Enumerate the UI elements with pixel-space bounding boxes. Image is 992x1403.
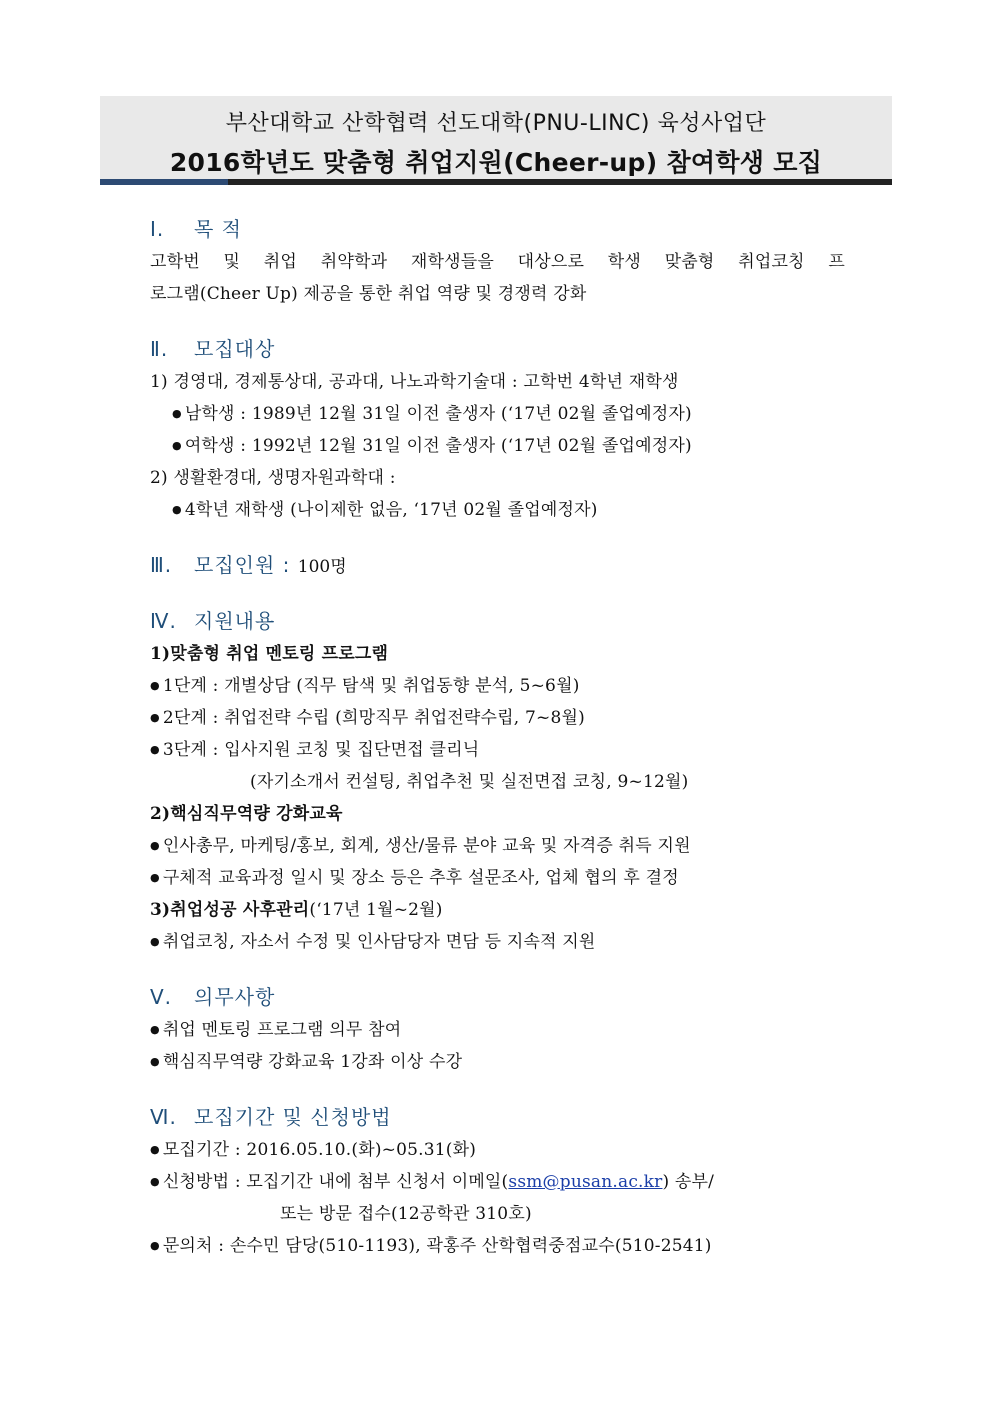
support-item-continuation: (자기소개서 컨설팅, 취업추천 및 실전면접 코칭, 9~12월) — [250, 772, 689, 792]
bullet-icon: ● — [150, 742, 160, 756]
support-subheading: 3)취업성공 사후관리(‘17년 1월~2월) — [150, 900, 443, 920]
application-item-continuation: 또는 방문 접수(12공학관 310호) — [280, 1204, 532, 1224]
section-heading-headcount — [150, 548, 845, 582]
application-item: ● 신청방법 : 모집기간 내에 첨부 신청서 이메일(ssm@pusan.ac.kr) 송부/ — [150, 1172, 715, 1192]
bullet-icon: ● — [150, 1054, 160, 1068]
application-item: ● 모집기간 : 2016.05.10.(화)~05.31(화) — [150, 1140, 477, 1160]
bullet-icon: ● — [150, 870, 160, 884]
eligibility-item: 2) 생활환경대, 생명자원과학대 : — [150, 468, 396, 488]
section-heading-eligibility — [150, 332, 845, 366]
section-number: Ⅵ. — [150, 1105, 177, 1129]
obligation-item: ● 취업 멘토링 프로그램 의무 참여 — [150, 1020, 402, 1040]
section-number: Ⅳ. — [150, 609, 177, 633]
title-underline — [100, 179, 892, 185]
support-item: ● 취업코칭, 자소서 수정 및 인사담당자 면담 등 지속적 지원 — [150, 932, 596, 952]
support-subheading: 1)맞춤형 취업 멘토링 프로그램 — [150, 644, 389, 664]
section-number: Ⅴ. — [150, 985, 173, 1009]
eligibility-subitem: ● 여학생 : 1992년 12월 31일 이전 출생자 (‘17년 02월 졸업예정자) — [172, 436, 692, 456]
page-title: 2016학년도 맞춤형 취업지원(Cheer-up) 참여학생 모집 — [169, 148, 823, 177]
title-banner — [100, 96, 892, 182]
bullet-icon: ● — [150, 838, 160, 852]
bullet-icon: ● — [150, 934, 160, 948]
bullet-icon: ● — [172, 406, 182, 420]
purpose-text-line: 고학번 및 취업 취약학과 재학생들을 대상으로 학생 맞춤형 취업코칭 프 — [150, 252, 845, 272]
organization-title: 부산대학교 산학협력 선도대학(PNU-LINC) 육성사업단 — [225, 111, 767, 136]
document-body — [150, 212, 845, 1262]
support-item: ● 인사총무, 마케팅/홍보, 회계, 생산/물류 분야 교육 및 자격증 취득 지원 — [150, 836, 691, 856]
bullet-icon: ● — [150, 1238, 160, 1252]
section-heading-support — [150, 604, 845, 638]
section-title: 지원내용 — [194, 609, 276, 633]
section-number: Ⅲ. — [150, 553, 173, 577]
eligibility-subitem: ● 남학생 : 1989년 12월 31일 이전 출생자 (‘17년 02월 졸업예정자) — [172, 404, 692, 424]
purpose-text-line: 로그램(Cheer Up) 제공을 통한 취업 역량 및 경쟁력 강화 — [150, 284, 587, 304]
section-heading-obligations — [150, 980, 845, 1014]
bullet-icon: ● — [150, 1022, 160, 1036]
bullet-icon: ● — [150, 678, 160, 692]
bullet-icon: ● — [172, 502, 182, 516]
application-item: ● 문의처 : 손수민 담당(510-1193), 곽홍주 산학협력중점교수(510-2541) — [150, 1236, 712, 1256]
obligation-item: ● 핵심직무역량 강화교육 1강좌 이상 수강 — [150, 1052, 463, 1072]
support-item: ● 1단계 : 개별상담 (직무 탐색 및 취업동향 분석, 5~6월) — [150, 676, 580, 696]
section-title: 모집기간 및 신청방법 — [194, 1105, 392, 1129]
section-title: 모집대상 — [194, 337, 276, 361]
eligibility-item: 1) 경영대, 경제통상대, 공과대, 나노과학기술대 : 고학번 4학년 재학생 — [150, 372, 679, 392]
support-period: (‘17년 1월~2월) — [309, 900, 443, 920]
section-title: 목 적 — [194, 217, 242, 241]
section-heading-purpose — [150, 212, 845, 246]
eligibility-subitem: ● 4학년 재학생 (나이제한 없음, ‘17년 02월 졸업예정자) — [172, 500, 598, 520]
section-title: 의무사항 — [194, 985, 276, 1009]
headcount-value: 100명 — [297, 557, 347, 577]
support-item: ● 3단계 : 입사지원 코칭 및 집단면접 클리닉 — [150, 740, 480, 760]
bullet-icon: ● — [150, 1174, 160, 1188]
support-subheading: 2)핵심직무역량 강화교육 — [150, 804, 343, 824]
bullet-icon: ● — [150, 710, 160, 724]
section-title: 모집인원 : — [194, 553, 291, 577]
bullet-icon: ● — [150, 1142, 160, 1156]
section-number: Ⅰ. — [150, 217, 165, 241]
bullet-icon: ● — [172, 438, 182, 452]
section-heading-application — [150, 1100, 845, 1134]
title-underline-accent — [100, 179, 228, 185]
support-item: ● 2단계 : 취업전략 수립 (희망직무 취업전략수립, 7~8월) — [150, 708, 585, 728]
email-link[interactable]: ssm@pusan.ac.kr — [508, 1172, 663, 1192]
section-number: Ⅱ. — [150, 337, 169, 361]
support-item: ● 구체적 교육과정 일시 및 장소 등은 추후 설문조사, 업체 협의 후 결정 — [150, 868, 679, 888]
